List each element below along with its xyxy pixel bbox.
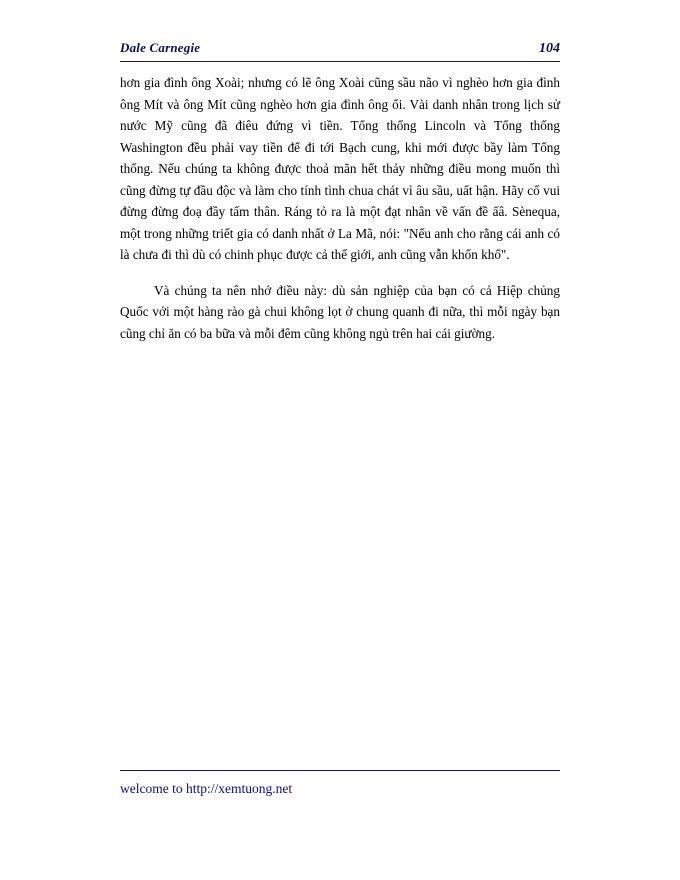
header-author: Dale Carnegie [120, 40, 201, 55]
footer-website-link[interactable]: welcome to http://xemtuong.net [120, 781, 293, 796]
page-header [120, 40, 560, 62]
body-paragraph: Và chúng ta nên nhớ điều này: dù sản nghiệp của bạn có cả Hiệp chủng Quốc với một hàng rào gà chui không lọt ở chung quanh đi nữa, thì mỗi ngày bạn cũng chỉ ăn có ba bữa và mỗi đêm cũng không ngủ trên hai cái giường. [120, 282, 560, 341]
body-paragraph: hơn gia đình ông Xoài; nhưng có lẽ ông Xoài cũng sầu não vì nghèo hơn gia đình ông Mít và ông Mít cũng nghèo hơn gia đình ông ổi. Vài danh nhân trong lịch sử nước Mỹ cũng đã điêu đứng vì tiền. Tổng thống Lincoln và Tổng thống Washington đều phải vay tiền để đi tới Bạch cung, khi mới được bầy làm Tổng thống. Nếu chúng ta không được thoả mãn hết thảy những điều mong muốn thì cũng đừng tự đầu độc và làm cho tính tình chua chát vì âu sầu, uất hận. Hãy cố vui đừng đừng đoạ đầy tấm thân. Ráng tỏ ra là một đạt nhân về vấn đề ấâ. Sènequa, một trong những triết gia có danh nhất ở La Mã, nói: "Nếu anh cho rằng cái anh có là chưa đi thì dù có chinh phục được cả thế giới, anh cũng vẫn khốn khổ". [120, 75, 560, 262]
page-footer [120, 770, 560, 798]
header-page-number: 104 [539, 41, 560, 56]
page-body [120, 72, 560, 358]
